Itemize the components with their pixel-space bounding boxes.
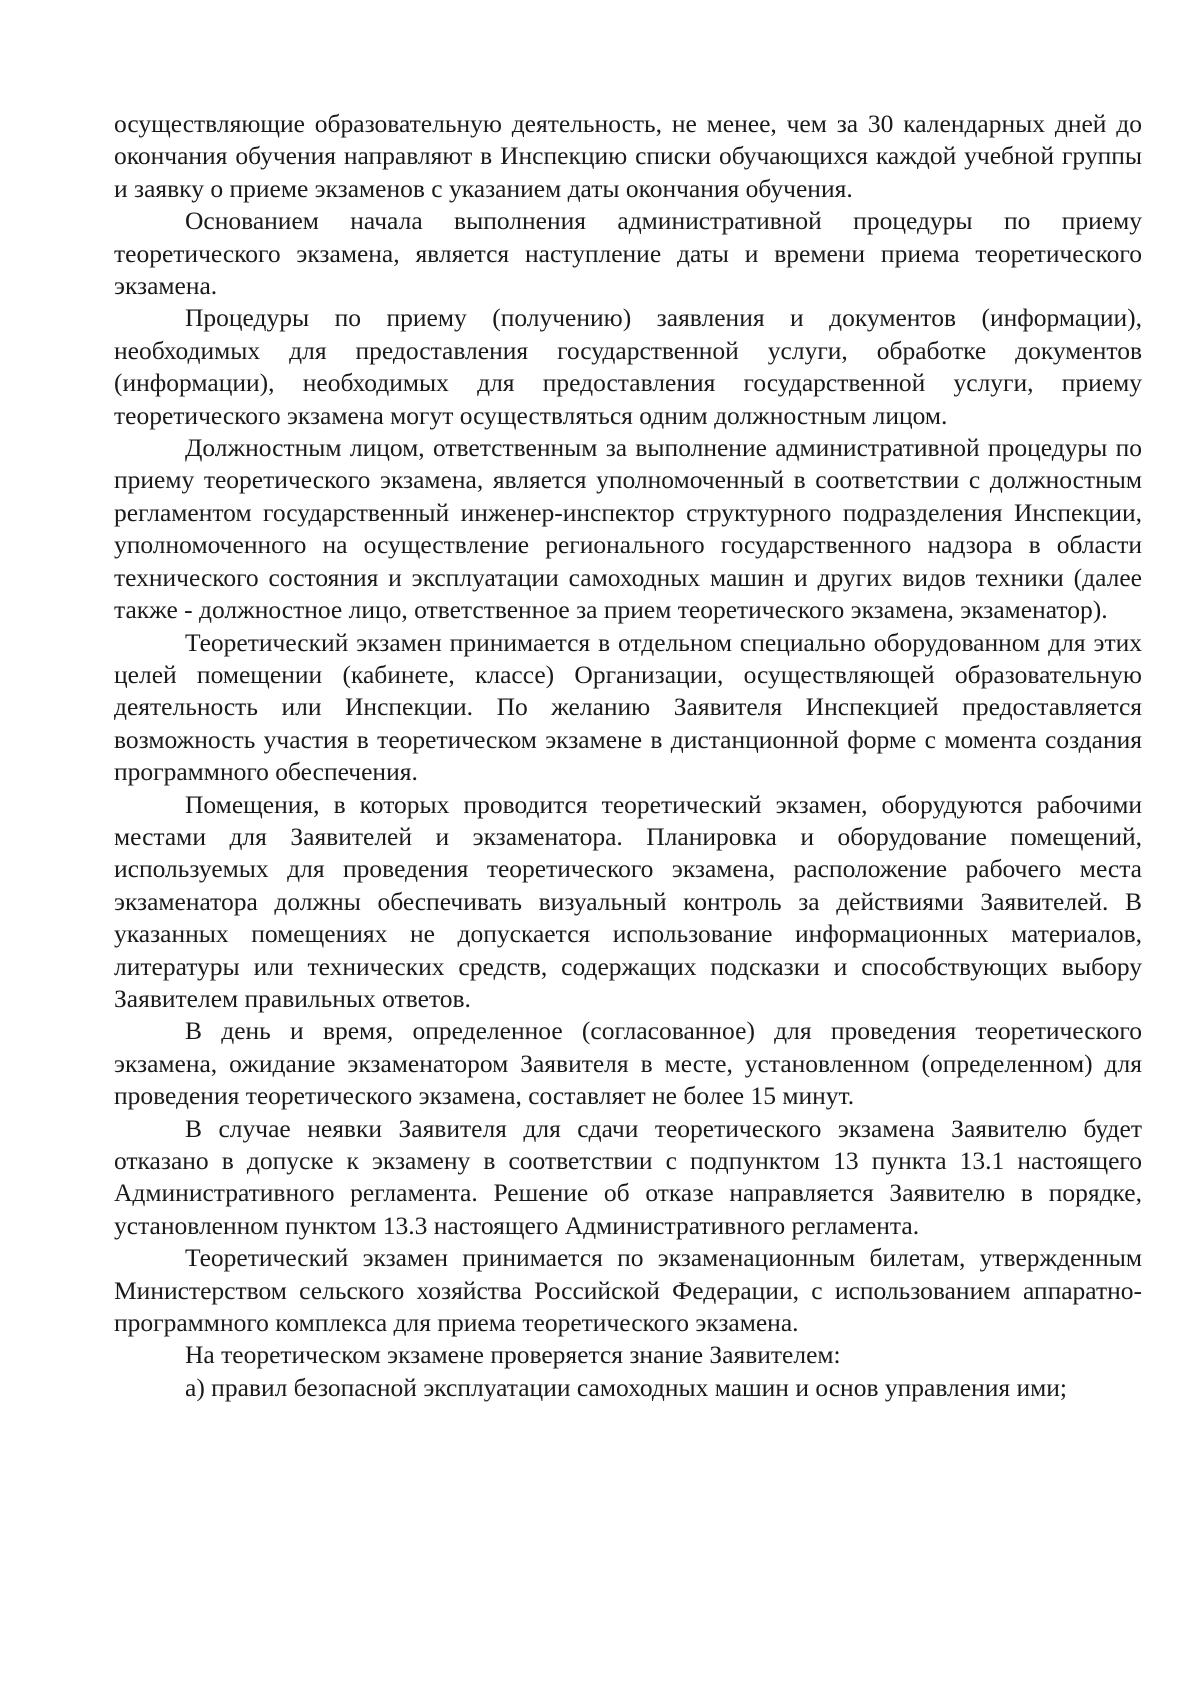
document-page <box>114 108 1142 1404</box>
paragraph-responsible-official: Должностным лицом, ответственным за выполнение административной процедуры по приему теоретического экзамена, является уполномоченный в соответствии с должностным регламентом государственный инженер-инспектор структурного подразделения Инспекции, уполномоченного на осуществление регионального государственного надзора в области технического состояния и эксплуатации самоходных машин и других видов техники (далее также - должностное лицо, ответственное за прием теоретического экзамена, экзаменатор). <box>114 433 1142 625</box>
list-item-a: а) правил безопасной эксплуатации самоходных машин и основ управления ими; <box>185 1372 1067 1402</box>
paragraph-single-official: Процедуры по приему (получению) заявления и документов (информации), необходимых для предоставления государственной услуги, обработке документов (информации), необходимых для предоставления государственной услуги, приему теоретического экзамена могут осуществляться одним должностным лицом. <box>114 303 1142 430</box>
paragraph-exam-tickets: Теоретический экзамен принимается по экзаменационным билетам, утвержденным Министерством сельского хозяйства Российской Федерации, с использованием аппаратно-программного комплекса для приема теоретического экзамена. <box>114 1243 1142 1338</box>
paragraph-waiting-time: В день и время, определенное (согласованное) для проведения теоретического экзамена, ожидание экзаменатором Заявителя в месте, установленном (определенном) для проведения теоретического экзамена, составляет не более 15 минут. <box>114 1016 1142 1111</box>
paragraph-knowledge-check: На теоретическом экзамене проверяется знание Заявителем: <box>185 1340 841 1370</box>
paragraph-procedure-start: Основанием начала выполнения административной процедуры по приему теоретического экзамена, является наступление даты и времени приема теоретического экзамена. <box>114 206 1142 301</box>
paragraph-exam-rooms: Помещения, в которых проводится теоретический экзамен, оборудуются рабочими местами для Заявителей и экзаменатора. Планировка и оборудование помещений, используемых для проведения теоретического экзамена, расположение рабочего места экзаменатора должны обеспечивать визуальный контроль за действиями Заявителей. В указанных помещениях не допускается использование информационных материалов, литературы или технических средств, содержащих подсказки и способствующих выбору Заявителем правильных ответов. <box>114 789 1142 1013</box>
paragraph-continuation: осуществляющие образовательную деятельность, не менее, чем за 30 календарных дней до окончания обучения направляют в Инспекцию списки обучающихся каждой учебной группы и заявку о приеме экзаменов с указанием даты окончания обучения. <box>114 109 1142 203</box>
paragraph-exam-location: Теоретический экзамен принимается в отдельном специально оборудованном для этих целей помещении (кабинете, классе) Организации, осуществляющей образовательную деятельность или Инспекции. По желанию Заявителя Инспекцией предоставляется возможность участия в теоретическом экзамене в дистанционной форме с момента создания программного обеспечения. <box>114 627 1142 787</box>
paragraph-no-show: В случае неявки Заявителя для сдачи теоретического экзамена Заявителю будет отказано в допуске к экзамену в соответствии с подпунктом 13 пункта 13.1 настоящего Административного регламента. Решение об отказе направляется Заявителю в порядке, установленном пунктом 13.3 настоящего Административного регламента. <box>114 1113 1142 1240</box>
